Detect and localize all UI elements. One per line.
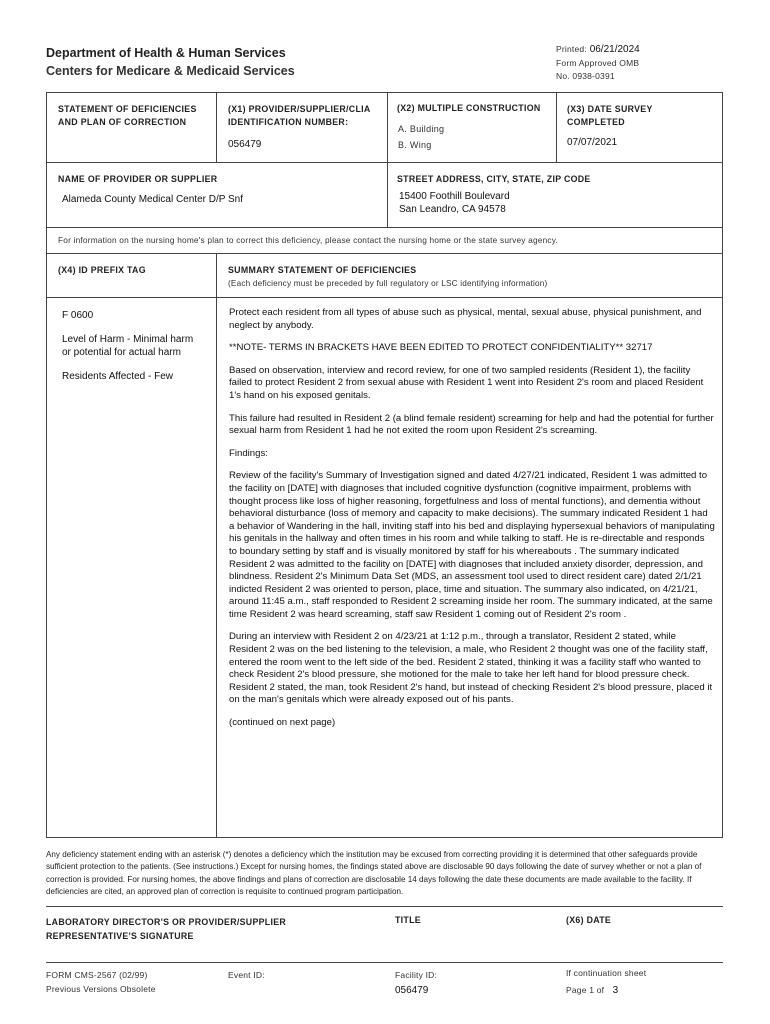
title-label: TITLE	[395, 915, 421, 925]
page-indicator	[566, 980, 618, 998]
summary-label: SUMMARY STATEMENT OF DEFICIENCIES	[228, 265, 417, 275]
form-number: FORM CMS-2567 (02/99)	[46, 970, 148, 980]
divider	[556, 92, 557, 163]
divider	[387, 162, 388, 228]
info-line: For information on the nursing home's plan to correct this deficiency, please contact the nursing home or the state survey agency.	[58, 235, 558, 245]
page-total: 3	[612, 985, 619, 996]
tag-value: F 0600	[62, 310, 94, 321]
divider	[46, 227, 723, 228]
divider	[46, 297, 723, 298]
x1-value: 056479	[228, 139, 262, 150]
divider	[387, 92, 388, 163]
address-line2: San Leandro, CA 94578	[399, 204, 506, 215]
divider	[46, 162, 723, 163]
paragraph: **NOTE- TERMS IN BRACKETS HAVE BEEN EDITED TO PROTECT CONFIDENTIALITY** 32717	[229, 342, 653, 354]
divider	[46, 253, 723, 254]
event-id-label: Event ID:	[228, 970, 265, 980]
previous-versions: Previous Versions Obsolete	[46, 984, 156, 994]
level-of-harm: Level of Harm - Minimal harm or potential for actual harm	[62, 334, 194, 358]
x2-label: (X2) MULTIPLE CONSTRUCTION	[397, 103, 541, 113]
x3-value: 07/07/2021	[567, 137, 618, 148]
paragraph: Based on observation, interview and record review, for one of two sampled residents (Resident 1), the facility failed to protect Resident 2 from sexual abuse with Resident 1 went into Resident 2's room and placed Resident 1's hand on his exposed genitals.	[229, 364, 704, 401]
provider-label: NAME OF PROVIDER OR SUPPLIER	[58, 174, 218, 184]
printed-line	[556, 44, 640, 55]
paragraph: Protect each resident from all types of abuse such as physical, mental, sexual abuse, physical punishment, and neglect by anybody.	[229, 307, 702, 331]
x1-label: (X1) PROVIDER/SUPPLIER/CLIA IDENTIFICATION NUMBER:	[228, 104, 371, 127]
summary-body	[229, 307, 715, 740]
x4-label: (X4) ID PREFIX TAG	[58, 265, 146, 275]
divider	[216, 92, 217, 163]
statement-label: STATEMENT OF DEFICIENCIES AND PLAN OF CORRECTION	[58, 104, 197, 127]
address-line1: 15400 Foothill Boulevard	[399, 191, 510, 202]
divider	[46, 906, 723, 907]
residents-affected: Residents Affected - Few	[62, 371, 173, 382]
address-label: STREET ADDRESS, CITY, STATE, ZIP CODE	[397, 174, 591, 184]
summary-sub: (Each deficiency must be preceded by full regulatory or LSC identifying information)	[228, 279, 548, 288]
page-label: Page 1 of	[566, 985, 605, 995]
director-signature-label: LABORATORY DIRECTOR'S OR PROVIDER/SUPPLIER REPRESENTATIVE'S SIGNATURE	[46, 917, 287, 941]
paragraph: This failure had resulted in Resident 2 (a blind female resident) screaming for help and had the potential for further sexual harm from Resident 1 had he not exited the room upon Resident 2's screaming.	[229, 412, 714, 437]
department-title: Department of Health & Human Services	[46, 46, 286, 60]
provider-value: Alameda County Medical Center D/P Snf	[62, 194, 244, 205]
printed-label: Printed:	[556, 44, 587, 54]
paragraph: During an interview with Resident 2 on 4/23/21 at 1:12 p.m., through a translator, Resident 2 stated, while Resident 2 was on the bed listening to the television, a male, who Resident 2 thought was one of the facility staff, entered the room went to the left side of the bed. Resident 2 stated, thinking it was a facility staff who wanted to check Resident 2's blood pressure, she motioned for the male to take her left hand for blood pressure check. Resident 2 stated, the man, took Resident 2's hand, but instead of checking Resident 2's blood pressure, placed it on the man's genitals which were already exposed out of his pants.	[229, 631, 713, 706]
printed-date: 06/21/2024	[589, 44, 640, 55]
paragraph: Findings:	[229, 447, 268, 459]
centers-title: Centers for Medicare & Medicaid Services	[46, 64, 295, 78]
column-divider	[216, 253, 217, 838]
omb-number: No. 0938-0391	[556, 71, 615, 81]
continuation-label: If continuation sheet	[566, 968, 647, 978]
x2-wing: B. Wing	[398, 140, 432, 150]
x3-label: (X3) DATE SURVEY COMPLETED	[567, 104, 653, 127]
date-label: (X6) DATE	[566, 915, 612, 925]
paragraph: Review of the facility's Summary of Investigation signed and dated 4/27/21 indicated, Resident 1 was admitted to the facility on [DATE] with diagnoses that included cognitive dysfunction (cognitive impairment, problems with thought process like loss of higher reasoning, forgetfulness and loss of mental functions), and dementia without behavioral disturbance (loss of memory and capacity to make decisions). The summary indicated Resident 1 had a behavior of Wandering in the hall, inviting staff into his bed and displaying hypersexual behaviors of manipulating his genitals in the hallway and often times in his room and while talking to staff. He is re-directable and responds to boundary setting by staff and is visually monitored by staff for his whereabouts . The summary indicated Resident 2 was admitted to the facility on [DATE] with diagnoses that included anxiety disorder, depression, and blindness. Resident 2's Minimum Data Set (MDS, an assessment tool used to direct resident care) dated 2/1/21 indicted Resident 2 was oriented to person, place, time and situation. The summary also indicated, on 4/21/21, around 11:45 a.m., staff responded to Resident 2 screaming inside her room. The summary indicated, at the same time Resident 2 was heard screaming, staff saw Resident 1 coming out of Resident 2's room .	[229, 470, 715, 620]
divider	[46, 962, 723, 963]
disclaimer: Any deficiency statement ending with an asterisk (*) denotes a deficiency which the institution may be excused from correcting providing it is determined that other safeguards provide sufficient protection to the patients. (See instructions.) Except for nursing homes, the findings stated above are disclosable 90 days following the date of survey whether or not a plan of correction is provided. For nursing homes, the above findings and plans of correction are disclosable 14 days following the date these documents are made available to the facility. If deficiencies are cited, an approved plan of correction is requisite to continued program participation.	[46, 850, 702, 897]
facility-id-label: Facility ID:	[395, 970, 438, 980]
form-approved: Form Approved OMB	[556, 58, 640, 68]
paragraph: (continued on next page)	[229, 717, 336, 729]
x2-building: A. Building	[398, 124, 445, 134]
facility-id-value: 056479	[395, 985, 429, 996]
